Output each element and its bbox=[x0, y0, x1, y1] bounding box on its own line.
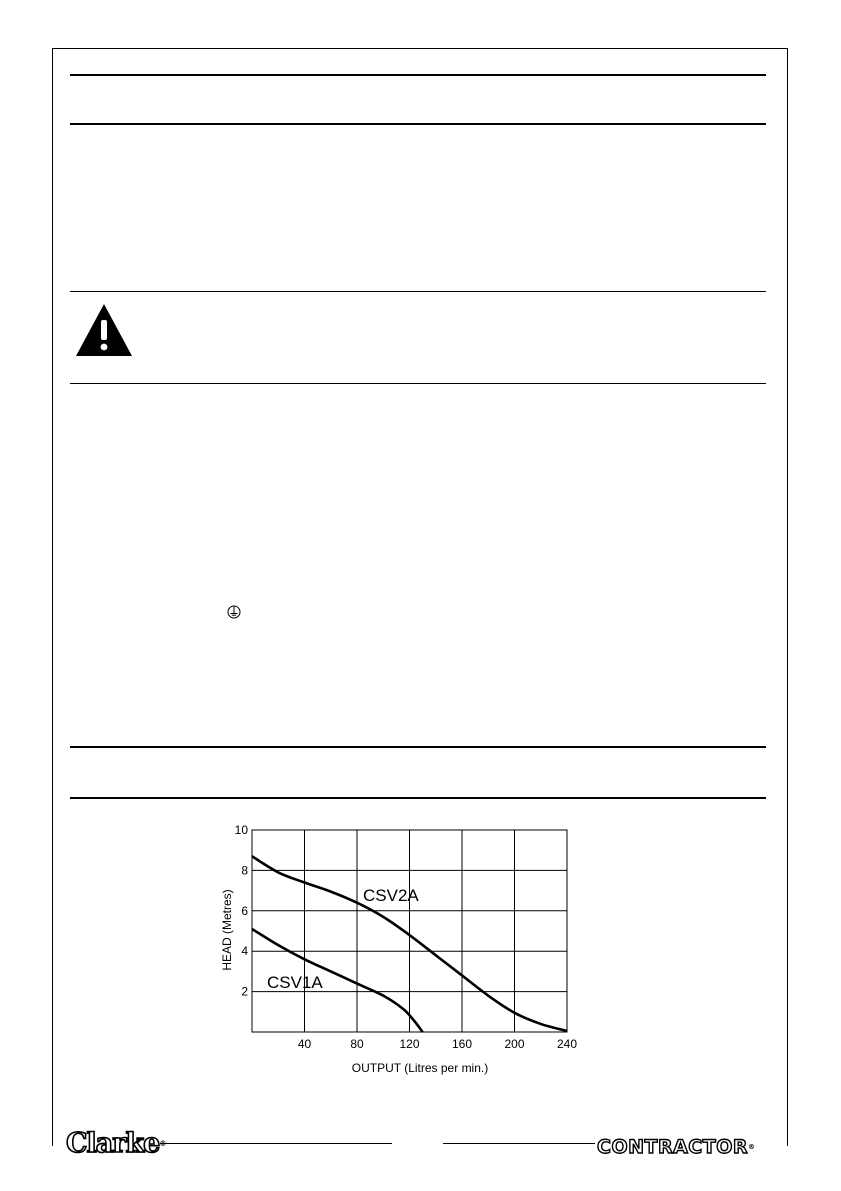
y-tick-label: 2 bbox=[241, 984, 248, 999]
section-rule-top-2 bbox=[70, 123, 766, 125]
section-rule-mid-1 bbox=[70, 746, 766, 748]
x-tick-label: 80 bbox=[350, 1037, 364, 1051]
x-tick-label: 40 bbox=[297, 1037, 312, 1051]
contractor-logo: CONTRACTOR® bbox=[597, 1136, 756, 1158]
x-tick-label: 120 bbox=[399, 1037, 420, 1051]
clarke-logo: Clarke® bbox=[66, 1128, 166, 1159]
section-rule-mid-2 bbox=[70, 797, 766, 799]
warning-box-rule-bottom bbox=[70, 383, 766, 384]
x-tick-label: 240 bbox=[556, 1037, 578, 1051]
footer-rule-right bbox=[443, 1143, 595, 1144]
y-tick-label: 8 bbox=[241, 863, 248, 878]
warning-box-rule-top bbox=[70, 291, 766, 292]
y-tick-label: 10 bbox=[234, 823, 248, 837]
performance-chart bbox=[210, 818, 590, 1080]
section-rule-top-1 bbox=[70, 74, 766, 76]
series-label-csv1a: CSV1A bbox=[267, 973, 323, 992]
y-tick-label: 6 bbox=[241, 903, 248, 918]
earth-symbol-icon bbox=[227, 605, 241, 619]
x-tick-label: 160 bbox=[451, 1037, 473, 1051]
x-axis-label: OUTPUT (Litres per min.) bbox=[351, 1061, 489, 1075]
series-label-csv2a: CSV2A bbox=[363, 886, 419, 905]
y-tick-label: 4 bbox=[241, 944, 248, 959]
warning-triangle-icon bbox=[74, 302, 134, 358]
footer-rule-left bbox=[160, 1143, 392, 1144]
y-axis-label: HEAD (Metres) bbox=[220, 889, 234, 971]
x-tick-label: 200 bbox=[504, 1037, 525, 1051]
